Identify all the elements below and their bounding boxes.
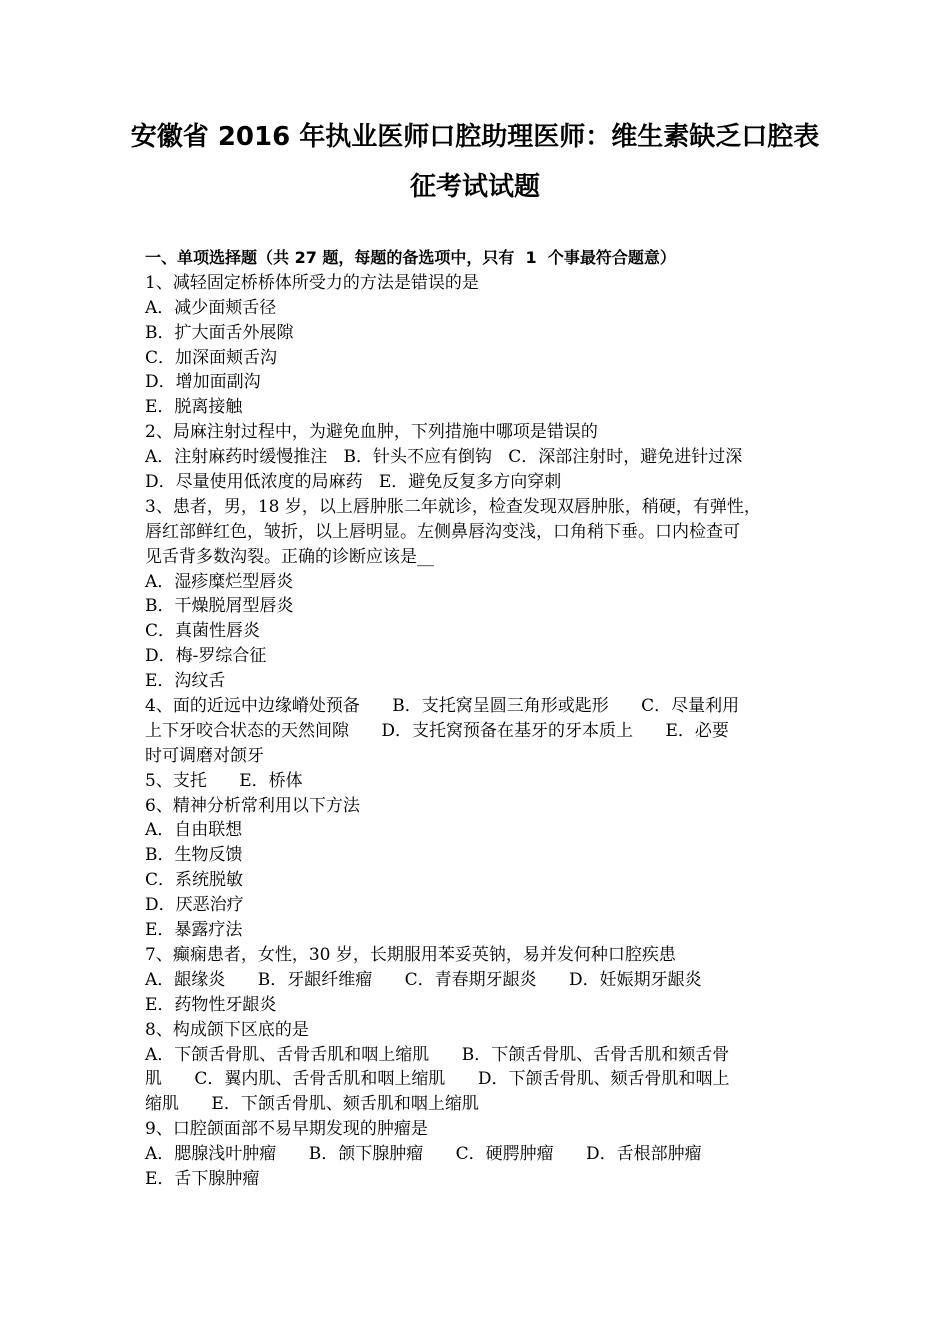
text-line: 5、支托 E．桥体 [145, 770, 303, 791]
text-line: 1、减轻固定桥桥体所受力的方法是错误的是 [145, 272, 479, 293]
text-line: E．脱离接触 [145, 397, 243, 418]
text-line: A．下颌舌骨肌、舌骨舌肌和咽上缩肌 B．下颌舌骨肌、舌骨舌肌和颏舌骨 [145, 1044, 730, 1065]
text-line: 见舌背多数沟裂。正确的诊断应该是__ [145, 546, 434, 567]
text-line: A．注射麻药时缓慢推注 B．针头不应有倒钩 C．深部注射时，避免进针过深 [145, 447, 743, 468]
text-line: 3、患者，男，18 岁，以上唇肿胀二年就诊，检查发现双唇肿胀，稍硬，有弹性， [145, 496, 761, 517]
question-lines [145, 271, 825, 1192]
text-line: A．腮腺浅叶肿瘤 B．颌下腺肿瘤 C．硬腭肿瘤 D．舌根部肿瘤 [145, 1144, 702, 1165]
text-line: E．舌下腺肿瘤 [145, 1168, 260, 1189]
section-heading: 一、单项选择题（共 27 题，每题的备选项中，只有 1 个事最符合题意） [145, 248, 676, 267]
text-line: B．干燥脱屑型唇炎 [145, 596, 294, 617]
text-line: A．自由联想 [145, 820, 243, 841]
text-line: E．药物性牙龈炎 [145, 994, 277, 1015]
text-line: 8、构成颌下区底的是 [145, 1019, 309, 1040]
text-line: 2、局麻注射过程中，为避免血肿，下列措施中哪项是错误的 [145, 422, 598, 443]
text-line: C．系统脱敏 [145, 870, 244, 891]
text-line: B．扩大面舌外展隙 [145, 322, 294, 343]
text-line: D．尽量使用低浓度的局麻药 E．避免反复多方向穿刺 [145, 472, 562, 493]
text-line: E．暴露疗法 [145, 920, 243, 941]
text-line: 肌 C．翼内肌、舌骨舌肌和咽上缩肌 D．下颌舌骨肌、颏舌骨肌和咽上 [145, 1069, 730, 1090]
text-line: E．沟纹舌 [145, 671, 226, 692]
text-line: A．减少面颊舌径 [145, 297, 277, 318]
document-title-line-1: 安徽省 2016 年执业医师口腔助理医师：维生素缺乏口腔表 [130, 122, 820, 152]
text-line: A．湿疹糜烂型唇炎 [145, 571, 294, 592]
text-line: D．增加面副沟 [145, 372, 261, 393]
text-line: D．厌恶治疗 [145, 895, 244, 916]
text-line: A．龈缘炎 B．牙龈纤维瘤 C．青春期牙龈炎 D．妊娠期牙龈炎 [145, 969, 702, 990]
text-line: D．梅-罗综合征 [145, 646, 267, 667]
text-line: 7、癫痫患者，女性，30 岁，长期服用苯妥英钠，易并发何种口腔疾患 [145, 944, 676, 965]
text-line: 唇红部鲜红色，皱折，以上唇明显。左侧鼻唇沟变浅，口角稍下垂。口内检查可 [145, 521, 740, 542]
text-line: 6、精神分析常利用以下方法 [145, 795, 360, 816]
text-line: B．生物反馈 [145, 845, 243, 866]
text-line: 上下牙咬合状态的天然间隙 D．支托窝预备在基牙的牙本质上 E．必要 [145, 720, 729, 741]
text-line: 时可调磨对颌牙 [145, 745, 264, 766]
document-title-line-2: 征考试试题 [409, 172, 540, 202]
text-line: 9、口腔颌面部不易早期发现的肿瘤是 [145, 1119, 428, 1140]
text-line: C．加深面颊舌沟 [145, 347, 278, 368]
document-body [145, 246, 825, 1192]
text-line: 4、面的近远中边缘嵴处预备 B．支托窝呈圆三角形或匙形 C．尽量利用 [145, 696, 740, 717]
text-line: 缩肌 E．下颌舌骨肌、颏舌肌和咽上缩肌 [145, 1094, 479, 1115]
text-line: C．真菌性唇炎 [145, 621, 261, 642]
